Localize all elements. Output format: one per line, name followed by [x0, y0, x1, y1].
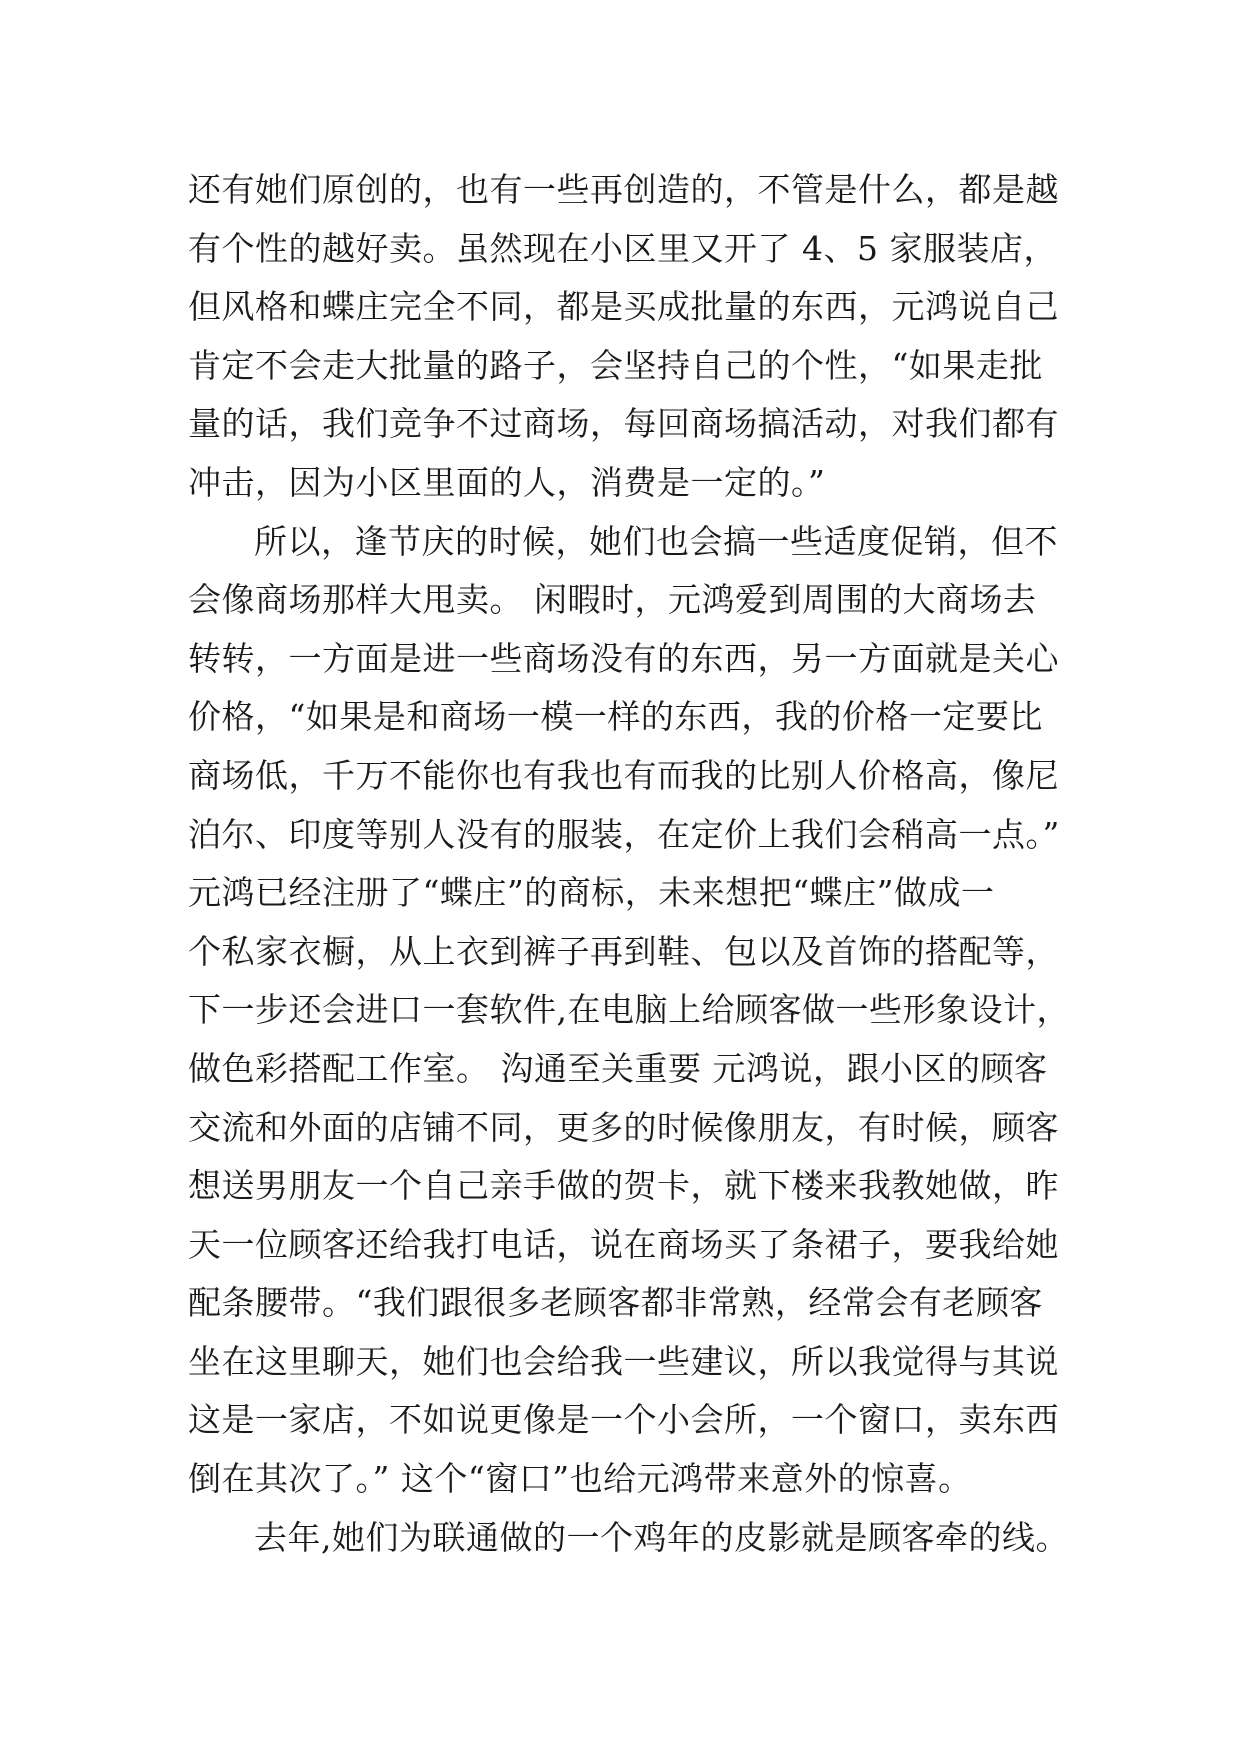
- text-line: 肯定不会走大批量的路子，会坚持自己的个性，“如果走批: [188, 345, 1043, 385]
- text-line: 想送男朋友一个自己亲手做的贺卡，就下楼来我教她做，昨: [188, 1166, 1059, 1206]
- text-line: 转转，一方面是进一些商场没有的东西，另一方面就是关心: [188, 638, 1059, 678]
- text-line: 但风格和蝶庄完全不同，都是买成批量的东西，元鸿说自己: [188, 287, 1059, 327]
- text-line: 商场低，千万不能你也有我也有而我的比别人价格高，像尼: [188, 755, 1059, 795]
- text-line: 配条腰带。“我们跟很多老顾客都非常熟，经常会有老顾客: [188, 1283, 1043, 1323]
- paragraph-first-line: 去年,她们为联通做的一个鸡年的皮影就是顾客牵的线。: [254, 1517, 1069, 1557]
- text-line: 冲击，因为小区里面的人，消费是一定的。”: [188, 462, 826, 502]
- text-line: 倒在其次了。” 这个“窗口”也给元鸿带来意外的惊喜。: [188, 1459, 972, 1499]
- text-line: 天一位顾客还给我打电话，说在商场买了条裙子，要我给她: [188, 1224, 1059, 1264]
- text-line: 下一步还会进口一套软件,在电脑上给顾客做一些形象设计，: [188, 990, 1070, 1030]
- text-line: 交流和外面的店铺不同，更多的时候像朋友，有时候，顾客: [188, 1107, 1059, 1147]
- text-line: 会像商场那样大甩卖。 闲暇时，元鸿爱到周围的大商场去: [188, 580, 1037, 620]
- text-line: 量的话，我们竞争不过商场，每回商场搞活动，对我们都有: [188, 404, 1059, 444]
- paragraph-first-line: 所以，逢节庆的时候，她们也会搞一些适度促销，但不: [254, 521, 1058, 561]
- text-line: 这是一家店，不如说更像是一个小会所，一个窗口，卖东西: [188, 1400, 1059, 1440]
- text-line: 元鸿已经注册了“蝶庄”的商标，未来想把“蝶庄”做成一: [188, 873, 995, 913]
- text-line: 价格，“如果是和商场一模一样的东西，我的价格一定要比: [188, 697, 1043, 737]
- text-line: 做色彩搭配工作室。 沟通至关重要 元鸿说，跟小区的顾客: [188, 1048, 1048, 1088]
- body-text: [188, 161, 1068, 1567]
- text-line: 泊尔、印度等别人没有的服装，在定价上我们会稍高一点。”: [188, 814, 1060, 854]
- text-line: 还有她们原创的，也有一些再创造的，不管是什么，都是越: [188, 170, 1059, 209]
- text-line: 有个性的越好卖。虽然现在小区里又开了 4、5 家服装店，: [188, 228, 1057, 268]
- text-line: 个私家衣橱，从上衣到裤子再到鞋、包以及首饰的搭配等，: [188, 931, 1059, 971]
- text-line: 坐在这里聊天，她们也会给我一些建议，所以我觉得与其说: [188, 1341, 1059, 1381]
